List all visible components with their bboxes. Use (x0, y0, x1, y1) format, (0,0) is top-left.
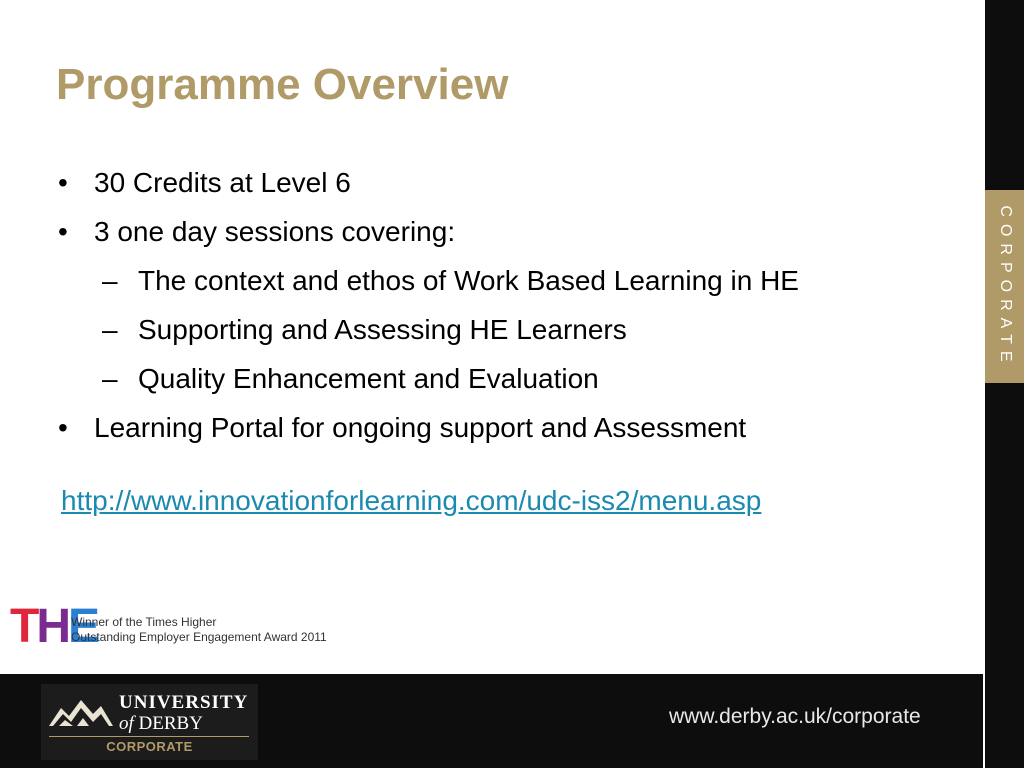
the-logo-letter-h: H (36, 600, 68, 653)
university-name-line1: UNIVERSITY (119, 692, 249, 713)
the-logo-letter-t: T (10, 600, 37, 653)
logo-rule (49, 736, 249, 737)
bullet-item: • 30 Credits at Level 6 (56, 158, 976, 207)
mountain-icon (49, 696, 113, 726)
right-side-bar (983, 0, 1024, 768)
corporate-side-tab (985, 190, 1024, 383)
sub-bullet-item: – The context and ethos of Work Based Learning in HE (56, 256, 976, 305)
university-name-derby: DERBY (138, 713, 203, 734)
footer-url: www.derby.ac.uk/corporate (669, 705, 921, 728)
award-banner (0, 590, 327, 662)
bullet-list (56, 158, 976, 452)
university-name-of: of (119, 713, 134, 734)
university-logo (41, 684, 258, 760)
bullet-item: • 3 one day sessions covering: (56, 207, 976, 256)
university-logo-subtitle: CORPORATE (106, 739, 193, 754)
side-divider (983, 0, 985, 768)
the-logo-letter-e: E (68, 600, 98, 653)
sub-bullet-item: – Supporting and Assessing HE Learners (56, 305, 976, 354)
sub-bullet-item: – Quality Enhancement and Evaluation (56, 354, 976, 403)
award-text-line1: Winner of the Times Higher (71, 615, 217, 629)
bullet-item: • Learning Portal for ongoing support and Assessment (56, 403, 976, 452)
footer-divider (0, 672, 983, 674)
university-name-line2 (119, 713, 203, 735)
corporate-side-tab-label: CORPORATE (996, 204, 1014, 369)
award-text (71, 615, 327, 645)
award-text-line2: Outstanding Employer Engagement Award 2011 (71, 630, 327, 644)
portal-link[interactable]: http://www.innovationforlearning.com/udc-iss2/menu.asp (61, 485, 762, 516)
slide-title: Programme Overview (56, 60, 509, 109)
